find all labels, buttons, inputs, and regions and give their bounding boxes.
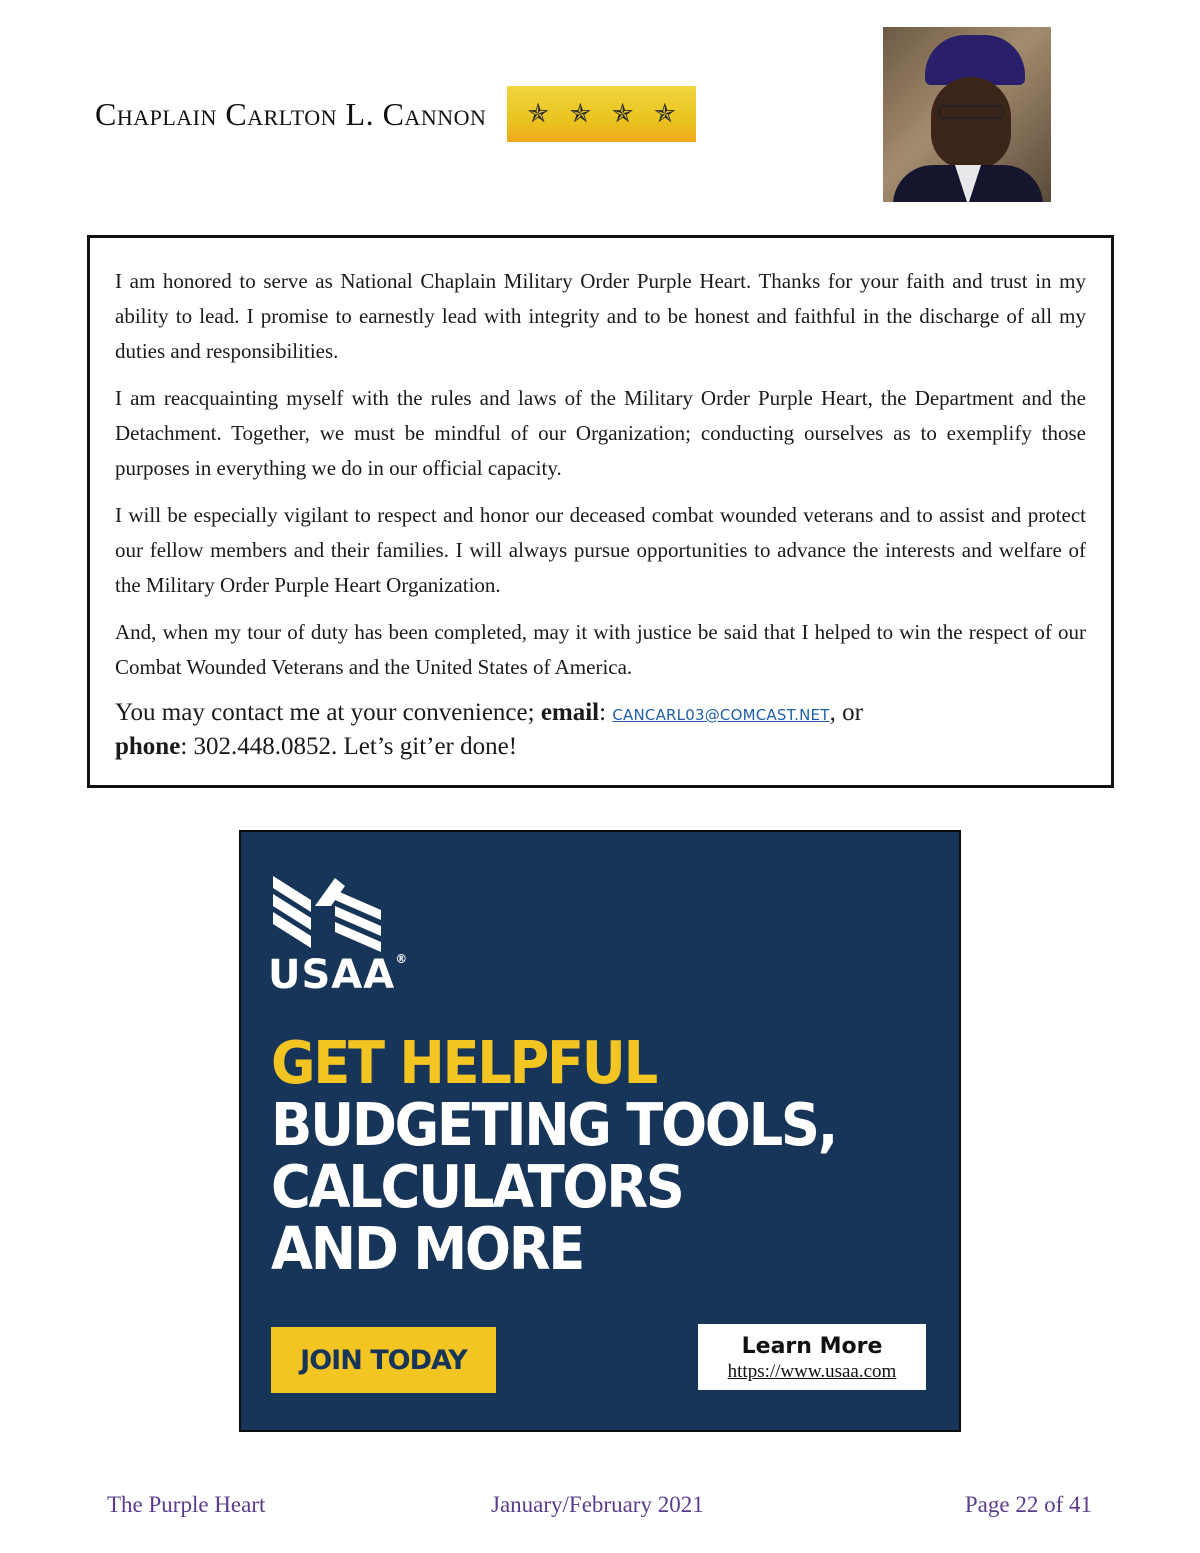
usaa-advertisement[interactable] <box>239 830 961 1432</box>
learn-more-box[interactable] <box>698 1324 926 1390</box>
star-icon: ✯ <box>611 99 634 128</box>
email-link[interactable]: CANCARL03@COMCAST.NET <box>612 706 830 724</box>
usaa-eagle-logo-icon <box>271 872 391 958</box>
usaa-link[interactable]: https://www.usaa.com <box>727 1361 897 1382</box>
message-paragraph: I will be especially vigilant to respect and honor our deceased combat wounded veterans and to assist and protect our fellow members and their families. I will always pursue opportunities to advance the interests and welfare of the Military Order Purple Heart Organization. <box>115 503 1086 597</box>
phone-label: phone <box>115 733 181 760</box>
headline-line: CALCULATORS <box>271 1152 683 1221</box>
page-title: Chaplain Carlton L. Cannon <box>95 96 487 132</box>
ad-headline <box>271 1028 837 1283</box>
page-footer <box>0 1492 1200 1522</box>
usaa-logo-text: USAA® <box>268 952 409 998</box>
rank-stars-badge <box>507 86 696 142</box>
star-icon: ✯ <box>527 99 550 128</box>
footer-issue: January/February 2021 <box>491 1492 704 1517</box>
learn-more-label: Learn More <box>741 1334 883 1359</box>
headline-line: BUDGETING TOOLS, <box>271 1090 837 1159</box>
message-paragraph: I am honored to serve as National Chaplain Military Order Purple Heart. Thanks for your faith and trust in my ability to lead. I promise to earnestly lead with integrity and to be honest and faithful in the discharge of all my duties and responsibilities. <box>115 269 1086 363</box>
footer-publication: The Purple Heart <box>107 1492 266 1517</box>
or-text: , or <box>829 699 863 726</box>
message-paragraph: I am reacquainting myself with the rules and laws of the Military Order Purple Heart, the Department and the Detachment. Together, we must be mindful of our Organization; conducting ourselves as to exemplify those purposes in everything we do in our official capacity. <box>115 386 1086 480</box>
email-separator: : <box>599 699 613 726</box>
star-icon: ✯ <box>569 99 592 128</box>
join-today-button[interactable]: JOIN TODAY <box>271 1327 496 1393</box>
contact-intro: You may contact me at your convenience; <box>115 699 541 726</box>
email-label: email <box>540 699 600 726</box>
chaplain-message-box <box>87 235 1114 788</box>
phone-text: : 302.448.0852. Let’s git’er done! <box>180 733 518 760</box>
chaplain-portrait-photo <box>883 27 1051 202</box>
headline-line: GET HELPFUL <box>271 1028 656 1097</box>
message-paragraph: And, when my tour of duty has been completed, may it with justice be said that I helped to win the respect of our Combat Wounded Veterans and the United States of America. <box>115 620 1086 679</box>
headline-line: AND MORE <box>271 1214 584 1283</box>
contact-info <box>115 697 1086 763</box>
footer-page-number: Page 22 of 41 <box>964 1492 1092 1517</box>
star-icon: ✯ <box>653 99 676 128</box>
